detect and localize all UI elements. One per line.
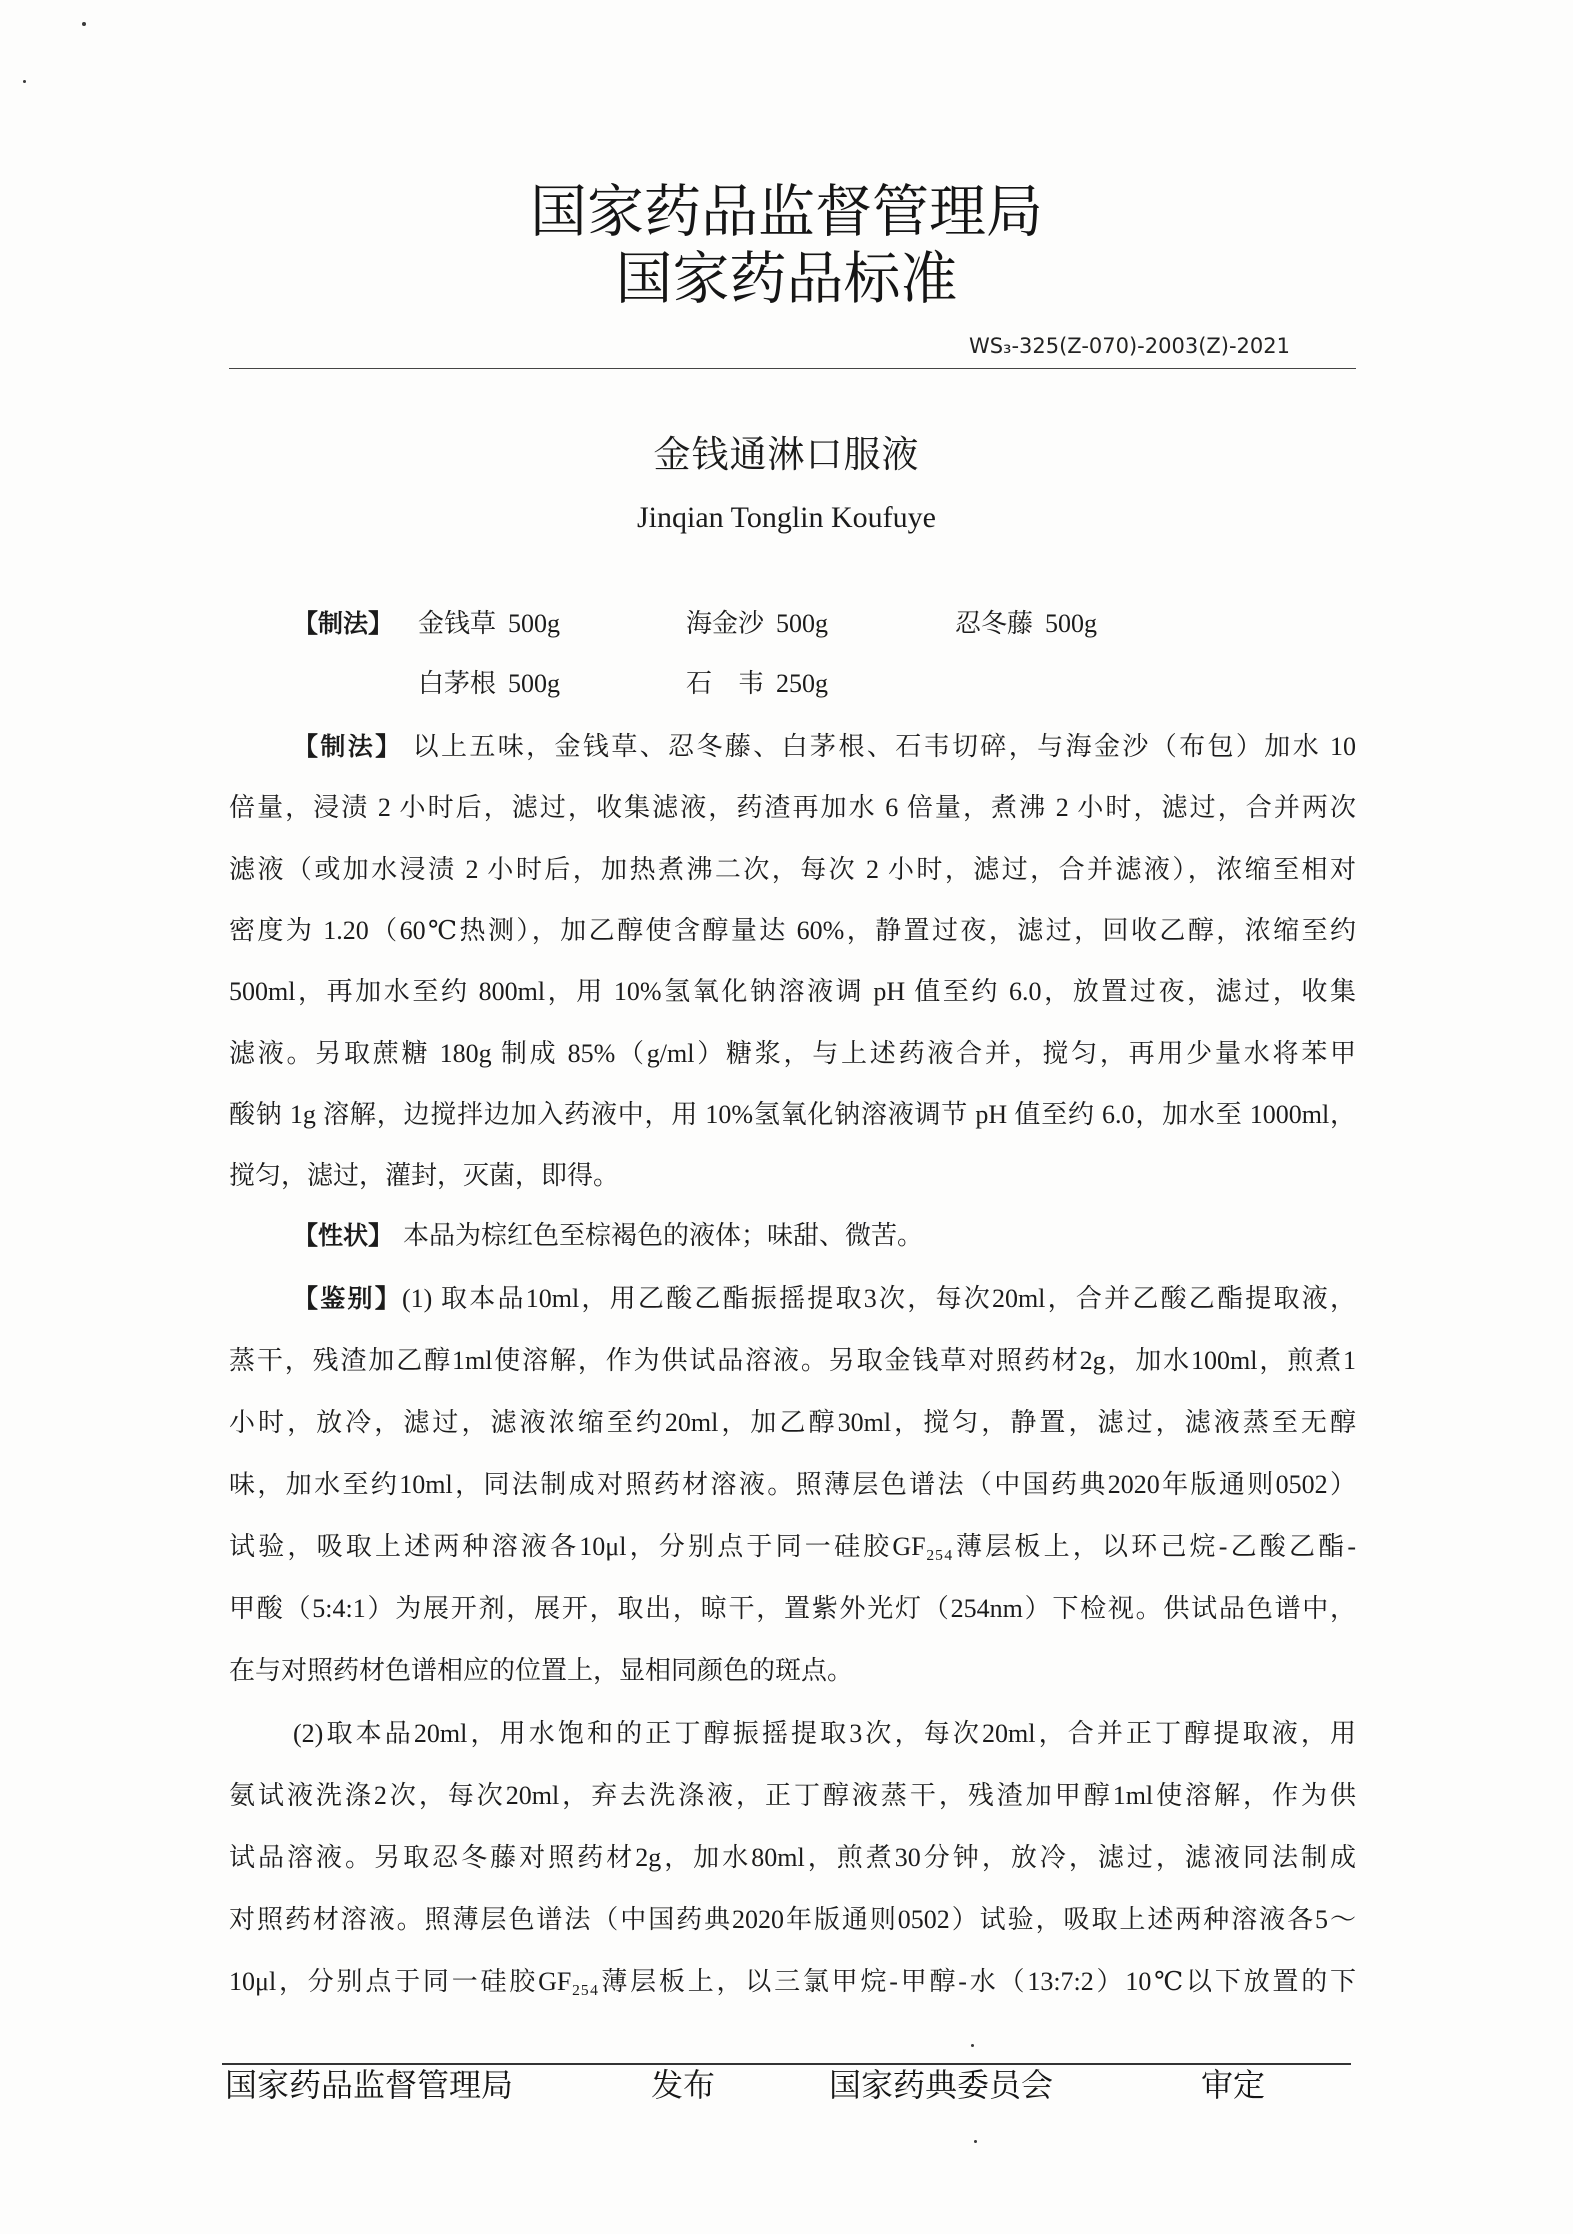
section-label-preparation: 【制法】 <box>293 732 403 761</box>
scan-speck <box>82 22 86 26</box>
drug-pinyin-name: Jinqian Tonglin Koufuye <box>637 501 936 534</box>
preparation-line-text: 以上五味，金钱草、忍冬藤、白茅根、石韦切碎，与海金沙（布包）加水 10 <box>412 732 1356 761</box>
footer-issue-action: 发布 <box>651 2066 716 2104</box>
scan-speck <box>974 2140 977 2143</box>
preparation-line: 搅匀，滤过，灌封，灭菌，即得。 <box>229 1161 620 1190</box>
identification-line: 在与对照药材色谱相应的位置上，显相同颜色的斑点。 <box>229 1656 854 1685</box>
identification-line: 试验，吸取上述两种溶液各10μl，分别点于同一硅胶GF₂₅₄薄层板上，以环己烷-乙酸乙酯- <box>229 1532 1356 1561</box>
identification-line: 甲酸（5:4:1）为展开剂，展开，取出，晾干，置紫外光灯（254nm）下检视。供试品色谱中， <box>229 1594 1356 1623</box>
preparation-line: 密度为 1.20（60℃热测），加乙醇使含醇量达 60%，静置过夜，滤过，回收乙醇，浓缩至约 <box>229 916 1356 945</box>
ingredient-item <box>686 604 828 644</box>
header-divider <box>229 368 1356 369</box>
preparation-line: 滤液。另取蔗糖 180g 制成 85%（g/ml）糖浆，与上述药液合并，搅匀，再用少量水将苯甲 <box>229 1039 1356 1068</box>
agency-title: 国家药品监督管理局 <box>530 179 1043 245</box>
preparation-line: 滤液（或加水浸渍 2 小时后，加热煮沸二次，每次 2 小时，滤过，合并滤液），浓缩至相对 <box>229 855 1356 884</box>
standard-title: 国家药品标准 <box>615 246 958 312</box>
scan-speck <box>971 2044 974 2047</box>
identification-line: 对照药材溶液。照薄层色谱法（中国药典2020年版通则0502）试验，吸取上述两种溶液各5～ <box>229 1905 1356 1934</box>
preparation-line <box>293 727 1356 767</box>
ingredient-name: 白茅根 <box>418 669 497 698</box>
ingredient-name: 石 韦 <box>686 669 765 698</box>
identification-line: 小时，放冷，滤过，滤液浓缩至约20ml，加乙醇30ml，搅匀，静置，滤过，滤液蒸至无醇 <box>229 1408 1356 1437</box>
scan-speck <box>23 80 26 83</box>
footer-issuer: 国家药品监督管理局 <box>225 2066 514 2104</box>
ingredient-item <box>686 664 828 704</box>
section-label-description: 【性状】 <box>293 1221 394 1250</box>
description-line <box>293 1216 1356 1256</box>
identification-line: 10μl，分别点于同一硅胶GF₂₅₄薄层板上，以三氯甲烷-甲醇-水（13:7:2）10℃以下放置的下 <box>229 1967 1356 1996</box>
section-label-identification: 【鉴别】 <box>293 1284 402 1313</box>
preparation-line: 酸钠 1g 溶解，边搅拌边加入药液中，用 10%氢氧化钠溶液调节 pH 值至约 6.0，加水至 1000ml， <box>229 1100 1356 1129</box>
footer-review-action: 审定 <box>1201 2066 1266 2104</box>
ingredient-name: 海金沙 <box>686 609 765 638</box>
description-text: 本品为棕红色至棕褐色的液体；味甜、微苦。 <box>403 1221 924 1250</box>
ingredient-item <box>418 664 560 704</box>
identification-line: (2)取本品20ml，用水饱和的正丁醇振摇提取3次，每次20ml，合并正丁醇提取液，用 <box>293 1719 1356 1748</box>
ingredient-amount: 500g <box>1045 609 1098 638</box>
identification-line: 味，加水至约10ml，同法制成对照药材溶液。照薄层色谱法（中国药典2020年版通则0502） <box>229 1470 1356 1499</box>
preparation-line: 倍量，浸渍 2 小时后，滤过，收集滤液，药渣再加水 6 倍量，煮沸 2 小时，滤过，合并两次 <box>229 793 1356 822</box>
standard-number: WS₃-325(Z-070)-2003(Z)-2021 <box>968 334 1290 358</box>
identification-line-text: (1) 取本品10ml，用乙酸乙酯振摇提取3次，每次20ml，合并乙酸乙酯提取液， <box>401 1284 1356 1313</box>
identification-line: 氨试液洗涤2次，每次20ml，弃去洗涤液，正丁醇液蒸干，残渣加甲醇1ml使溶解，作为供 <box>229 1781 1356 1810</box>
ingredient-name: 金钱草 <box>418 609 497 638</box>
preparation-line: 500ml，再加水至约 800ml，用 10%氢氧化钠溶液调 pH 值至约 6.0，放置过夜，滤过，收集 <box>229 977 1356 1006</box>
identification-line <box>293 1279 1356 1319</box>
section-label-prescription: 【制法】 <box>293 609 394 638</box>
ingredient-item <box>418 604 560 644</box>
ingredient-amount: 500g <box>508 669 561 698</box>
footer-reviewer: 国家药典委员会 <box>829 2066 1054 2104</box>
ingredient-item <box>955 604 1097 644</box>
ingredient-amount: 500g <box>508 609 561 638</box>
drug-name: 金钱通淋口服液 <box>653 433 920 476</box>
ingredient-name: 忍冬藤 <box>955 609 1034 638</box>
ingredient-amount: 500g <box>776 609 829 638</box>
identification-line: 试品溶液。另取忍冬藤对照药材2g，加水80ml，煎煮30分钟，放冷，滤过，滤液同法制成 <box>229 1843 1356 1872</box>
ingredient-amount: 250g <box>776 669 829 698</box>
identification-line: 蒸干，残渣加乙醇1ml使溶解，作为供试品溶液。另取金钱草对照药材2g，加水100ml，煎煮1 <box>229 1346 1356 1375</box>
